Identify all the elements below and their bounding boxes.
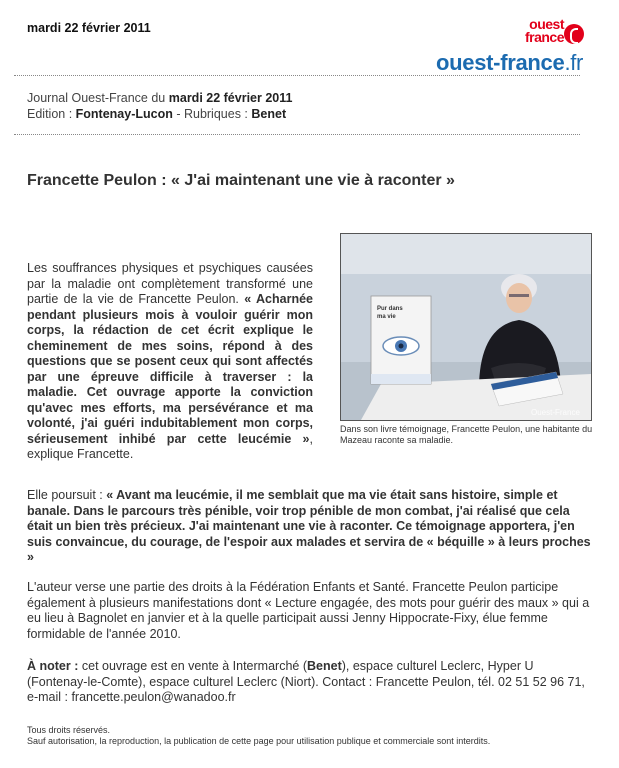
separator-top bbox=[14, 75, 580, 76]
note-text-b: ), espace culturel Leclerc, Hyper U (Fontenay-le-Comte), espace culturel Leclerc (Niort). Contact : Francette Peulon, tél. 02 51 52 96 71, e-mail : francette.peulon@wanadoo.fr bbox=[27, 659, 585, 704]
journal-line bbox=[27, 91, 292, 105]
edition-name: Fontenay-Lucon bbox=[75, 107, 173, 121]
article-photo bbox=[340, 233, 592, 421]
quote-text: « Avant ma leucémie, il me semblait que ma vie était sans histoire, simple et banale. Dans le parcours très pénible, voir trop pénible de mon combat, j'ai réalisé que cela était un bien très précieux. J'ai maintenant une vie à raconter. Ce témoignage apportera, j'en suis convaincue, du courage, de l'espoir aux malades et servira de « béquille » à leurs proches » bbox=[27, 488, 591, 564]
paragraph-rights: L'auteur verse une partie des droits à la Fédération Enfants et Santé. Francette Peulon participe également à plusieurs manifestations dont « Lecture engagée, des mots pour guérir des maux » qui a eu lieu à Bagnolet en janvier et à la quelle participait aussi Jenny Hippocrate-Fixy, élue femme formidable de l'année 2010. bbox=[27, 580, 590, 641]
logo-line-1: ouest bbox=[529, 16, 564, 32]
footer-rights: Tous droits réservés. bbox=[27, 725, 111, 735]
paragraph-note bbox=[27, 659, 595, 706]
note-benet: Benet bbox=[307, 659, 342, 673]
photo-watermark: Ouest-France bbox=[531, 408, 580, 417]
book-cover bbox=[371, 296, 431, 384]
logo-text bbox=[525, 18, 564, 44]
edition-prefix: Edition : bbox=[27, 107, 76, 121]
book-title-1: Pur dans bbox=[377, 306, 403, 312]
article-title: Francette Peulon : « J'ai maintenant une vie à raconter » bbox=[27, 172, 455, 189]
footer-legal: Sauf autorisation, la reproduction, la publication de cette page pour utilisation publique et commerciale sont interdits. bbox=[27, 736, 491, 746]
rubrique-name: Benet bbox=[251, 107, 287, 121]
site-name-link[interactable] bbox=[436, 50, 583, 76]
paragraph-intro bbox=[27, 261, 313, 463]
note-text-a: cet ouvrage est en vente à Intermarché ( bbox=[78, 659, 307, 673]
photo-caption: Dans son livre témoignage, Francette Peulon, une habitante du Mazeau raconte sa maladie. bbox=[340, 424, 593, 445]
logo-line-2: france bbox=[524, 29, 564, 45]
footer bbox=[27, 725, 490, 747]
logo-circle-icon bbox=[564, 24, 584, 44]
header-date: mardi 22 février 2011 bbox=[27, 21, 151, 35]
intro-end: , explique Francette. bbox=[27, 431, 313, 461]
journal-prefix: Journal Ouest-France du bbox=[27, 91, 169, 105]
intro-quote: « Acharnée pendant plusieurs mois à vouloir guérir mon corps, la rédaction de cet écrit explique le cheminement de mes soins, répond à des questions que se posent ceux qui sont affectés par une épreuve difficile à traverser : la maladie. Cet ouvrage apporte la conviction qu'avec mes efforts, ma persévérance et ma volonté, j'ai guéri indubitablement mon corps, sérieusement inhibé par cette leucémie » bbox=[27, 292, 313, 446]
intro-text: Les souffrances physiques et psychiques causées par la maladie ont complètement transformé une partie de la vie de Francette Peulon. bbox=[27, 261, 313, 306]
ouest-france-logo[interactable] bbox=[512, 16, 584, 50]
note-label: À noter : bbox=[27, 659, 79, 673]
site-tld: .fr bbox=[564, 50, 584, 75]
separator-meta bbox=[14, 134, 580, 135]
edition-line bbox=[27, 107, 286, 121]
journal-date: mardi 22 février 2011 bbox=[168, 91, 293, 105]
rubriques-prefix: - Rubriques : bbox=[172, 107, 252, 121]
paragraph-quote bbox=[27, 488, 595, 566]
book-title-2: ma vie bbox=[377, 314, 396, 320]
quote-intro: Elle poursuit : bbox=[27, 488, 107, 502]
site-name: ouest-france bbox=[436, 50, 565, 75]
photo-illustration bbox=[341, 234, 591, 420]
